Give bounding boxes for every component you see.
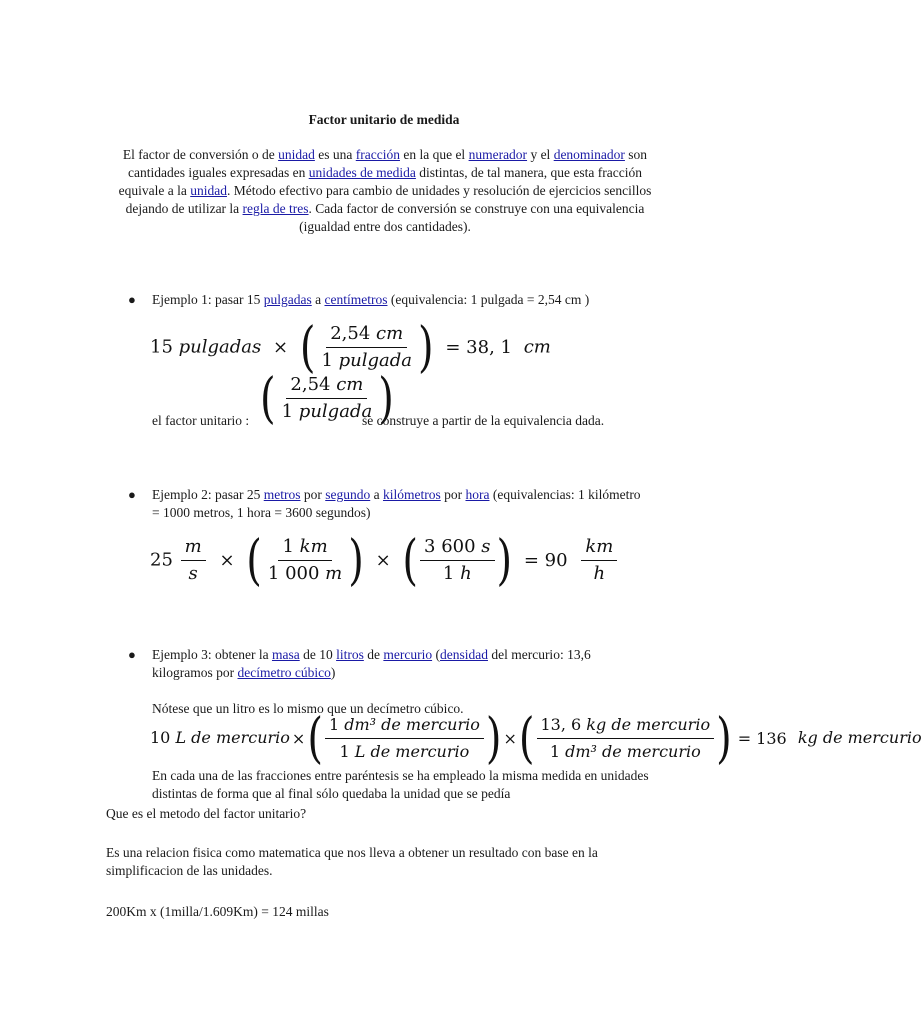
page-title: Factor unitario de medida <box>308 112 460 127</box>
link-numerador[interactable]: numerador <box>468 147 528 162</box>
link-pulgadas[interactable]: pulgadas <box>263 292 312 307</box>
factor-fraction: ( $\frac{2,54 cm}{\text{1 pulgada}}$ ) <box>260 367 394 430</box>
example-line: 200Km x (1milla/1.609Km) = 124 millas <box>106 904 329 919</box>
fraction: $\frac{2,54 cm}{\text{1 pulgada}}$ <box>321 323 413 371</box>
bullet-icon: ● <box>128 487 136 502</box>
bullet-icon: ● <box>128 292 136 307</box>
answer-paragraph: Es una relacion fisica como matematica que nos lleva a obtener un resultado con base en la simplificacion de las unidades. <box>106 845 598 878</box>
equation-1: 15 pulgadas × ( $\frac{2,54 cm}{\text{1 pulgada}}$ ) = 38, 1 cm <box>150 316 551 379</box>
link-metros[interactable]: metros <box>263 487 301 502</box>
link-centimetros[interactable]: centímetros <box>324 292 388 307</box>
link-unidad-2[interactable]: unidad <box>190 183 227 198</box>
link-densidad[interactable]: densidad <box>439 647 488 662</box>
equation-2: 25 $\frac{m}{s}$ × ( $\frac{1 km}{1 000 m}$ ) × ( $\frac{3 600 s}{1 h}$ ) = 90 $\frac{km}{h}$ <box>150 536 619 585</box>
link-unidad[interactable]: unidad <box>278 147 315 162</box>
link-litros[interactable]: litros <box>336 647 364 662</box>
bullet-icon: ● <box>128 647 136 662</box>
link-mercurio[interactable]: mercurio <box>383 647 433 662</box>
link-kilometros[interactable]: kilómetros <box>382 487 441 502</box>
link-masa[interactable]: masa <box>271 647 300 662</box>
link-denominador[interactable]: denominador <box>553 147 625 162</box>
link-segundo[interactable]: segundo <box>325 487 371 502</box>
intro-paragraph: El factor de conversión o de unidad es una fracción en la que el numerador y el denominador son cantidades iguales expresadas en unidades de medida distintas, de tal manera, que esta fracción equivale a la unidad. Método efectivo para cambio de unidades y resolución de ejercicios sencillos dejando de utilizar la regla de tres. Cada factor de conversión se construye con una equivalencia (igualdad entre dos cantidades). <box>118 147 652 234</box>
link-unidades-de-medida[interactable]: unidades de medida <box>308 165 416 180</box>
link-fraccion[interactable]: fracción <box>355 147 400 162</box>
question: Que es el metodo del factor unitario? <box>106 806 307 821</box>
link-hora[interactable]: hora <box>465 487 490 502</box>
equation-3: 10 L de mercurio ×( $\frac{\text{1 dm³ de mercurio}}{\text{1 L de mercurio}}$ ) ×( $\frac{\text{13, 6 kg de mercurio}}{\text{1 dm³ de mercurio}}$ ) = 136 kg de mercurio <box>150 707 922 770</box>
example-1-text: Ejemplo 1: pasar 15 pulgadas a centímetros (equivalencia: 1 pulgada = 2,54 cm ) <box>152 292 590 307</box>
example-2-text: Ejemplo 2: pasar 25 metros por segundo a kilómetros por hora (equivalencias: 1 kilómetro = 1000 metros, 1 hora = 3600 segundos) <box>152 487 641 520</box>
link-regla-de-tres[interactable]: regla de tres <box>242 201 309 216</box>
example-3-text: Ejemplo 3: obtener la masa de 10 litros de mercurio (densidad del mercurio: 13,6 kilogramos por decímetro cúbico) <box>152 647 591 680</box>
link-decimetro-cubico[interactable]: decímetro cúbico <box>237 665 331 680</box>
note-text: Nótese que un litro es lo mismo que un decímetro cúbico. <box>152 701 464 716</box>
example-3-explanation: En cada una de las fracciones entre paréntesis se ha empleado la misma medida en unidades distintas de forma que al final sólo quedaba la unidad que se pedía <box>152 768 649 801</box>
